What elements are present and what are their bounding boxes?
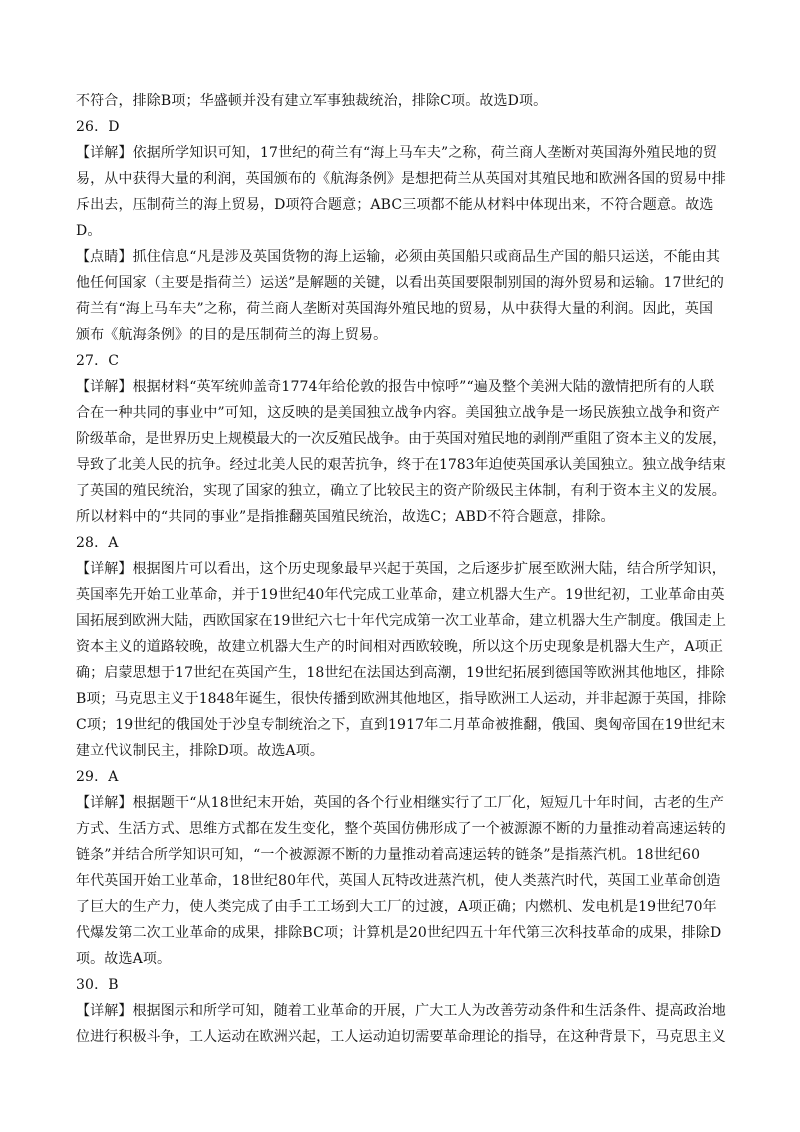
answer-number: 29．A: [76, 769, 119, 785]
text-line: 链条”并结合所学知识可知，“一个被源源不断的力量推动着高速运转的链条”是指蒸汽机。18世纪60: [76, 847, 701, 863]
text-line: C项；19世纪的俄国处于沙皇专制统治之下，直到1917年二月革命被推翻，俄国、奥匈帝国在19世纪末: [76, 717, 726, 733]
text-line: 易，从中获得大量的利润，英国颁布的《航海条例》是想把荷兰从英国对其殖民地和欧洲各国的贸易中排: [76, 171, 726, 187]
text-line: 【详解】根据题干“从18世纪末开始，英国的各个行业相继实行了工厂化，短短几十年时间，古老的生产: [76, 795, 725, 811]
text-line: 确；启蒙思想于17世纪在英国产生，18世纪在法国达到高潮，19世纪拓展到德国等欧洲其他地区，排除: [76, 665, 725, 681]
text-line: 不符合，排除B项；华盛顿并没有建立军事独裁统治，排除C项。故选D项。: [76, 93, 548, 109]
answer-number: 27．C: [76, 353, 120, 369]
text-line: 建立代议制民主，排除D项。故选A项。: [76, 743, 325, 759]
text-line: 年代英国开始工业革命，18世纪80年代，英国人瓦特改进蒸汽机，使人类蒸汽时代，英国工业革命创造: [76, 873, 721, 889]
text-line: 【详解】根据图片可以看出，这个历史现象最早兴起于英国，之后逐步扩展至欧洲大陆，结合所学知识，: [76, 561, 726, 577]
text-line: 了巨大的生产力，使人类完成了由手工工场到大工厂的过渡，A项正确；内燃机、发电机是19世纪70年: [76, 899, 717, 915]
answer-number: 26．D: [76, 119, 120, 135]
text-line: 英国率先开始工业革命，并于19世纪40年代完成工业革命，建立机器大生产。19世纪初，工业革命由英: [76, 587, 725, 603]
text-line: 了英国的殖民统治，实现了国家的独立，确立了比较民主的资产阶级民主体制，有利于资本主义的发展。: [76, 483, 726, 499]
text-line: 他任何国家（主要是指荷兰）运送”是解题的关键，以看出英国要限制别国的海外贸易和运输。17世纪的: [76, 275, 725, 291]
text-line: 项。故选A项。: [76, 951, 172, 967]
text-line: 国拓展到欧洲大陆，西欧国家在19世纪六七十年代完成第一次工业革命，建立机器大生产制度。俄国走上: [76, 613, 726, 629]
document-page: [76, 88, 726, 1050]
text-line: D。: [76, 223, 102, 239]
text-line: 阶级革命，是世界历史上规模最大的一次反殖民战争。由于英国对殖民地的剥削严重阻了资本主义的发展，: [76, 431, 727, 447]
text-line: 所以材料中的“共同的事业”是指推翻英国殖民统治，故选C；ABD不符合题意，排除。: [76, 509, 615, 525]
text-line: 【详解】根据材料“英军统帅盖奇1774年给伦敦的报告中惊呼”“遍及整个美洲大陆的激情把所有的人联: [76, 379, 715, 395]
text-line: 方式、生活方式、思维方式都在发生变化，整个英国仿佛形成了一个被源源不断的力量推动着高速运转的: [76, 821, 726, 837]
text-line: 位进行积极斗争，工人运动在欧洲兴起，工人运动迫切需要革命理论的指导，在这种背景下，马克思主义: [76, 1029, 726, 1045]
text-line: 导致了北美人民的抗争。经过北美人民的艰苦抗争，终于在1783年迫使英国承认美国独立。独立战争结束: [76, 457, 726, 473]
text-line: 【点睛】抓住信息“凡是涉及英国货物的海上运输，必须由英国船只或商品生产国的船只运送，不能由其: [76, 249, 721, 265]
text-line: 颁布《航海条例》的目的是压制荷兰的海上贸易。: [76, 327, 388, 343]
text-line: 荷兰有“海上马车夫”之称，荷兰商人垄断对英国海外殖民地的贸易，从中获得大量的利润。因此，英国: [76, 301, 714, 317]
text-line: 代爆发第二次工业革命的成果，排除BC项；计算机是20世纪四五十年代第三次科技革命的成果，排除D: [76, 925, 722, 941]
text-line: 【详解】根据图示和所学可知，随着工业革命的开展，广大工人为改善劳动条件和生活条件、提高政治地: [76, 1003, 726, 1019]
answer-number: 28．A: [76, 535, 119, 551]
text-line: 【详解】依据所学知识可知，17世纪的荷兰有“海上马车夫”之称，荷兰商人垄断对英国海外殖民地的贸: [76, 145, 718, 161]
text-line: B项；马克思主义于1848年诞生，很快传播到欧洲其他地区，指导欧洲工人运动，并非起源于英国，排除: [76, 691, 727, 707]
text-line: 资本主义的道路较晚，故建立机器大生产的时间相对西欧较晚，所以这个历史现象是机器大生产，A项正: [76, 639, 724, 655]
answer-number: 30．B: [76, 977, 119, 993]
text-line: 合在一种共同的事业中”可知，这反映的是美国独立战争内容。美国独立战争是一场民族独立战争和资产: [76, 405, 721, 421]
text-line: 斥出去，压制荷兰的海上贸易，D项符合题意；ABC三项都不能从材料中体现出来，不符合题意。故选: [76, 197, 714, 213]
